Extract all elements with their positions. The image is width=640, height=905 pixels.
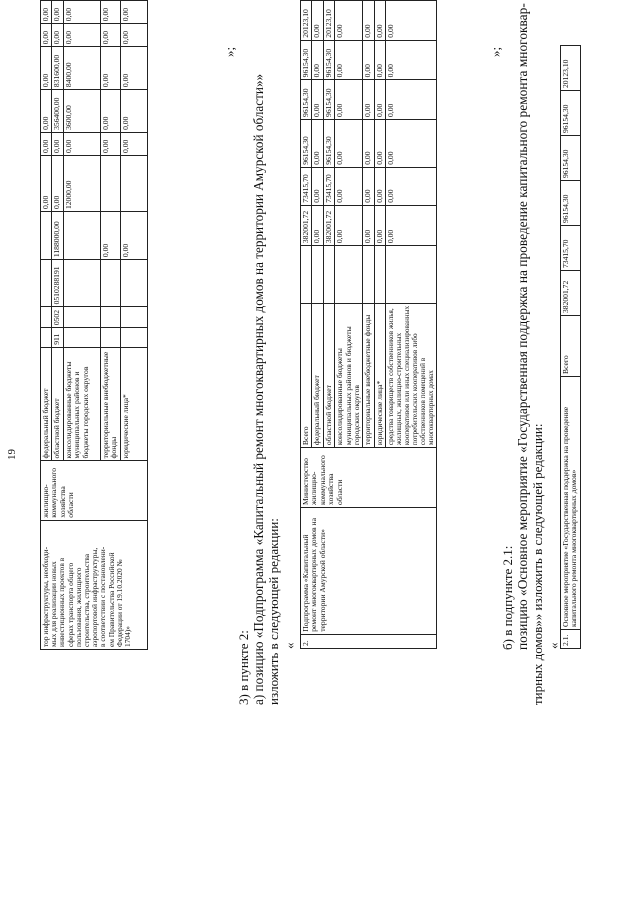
value-cell: 0,00 (120, 47, 147, 90)
desc-line: тор инфраструктуры, необходи- (41, 546, 50, 647)
value-cell: 0,00 (363, 1, 374, 41)
resp-line: коммунального (49, 467, 59, 518)
row-label: Всего (561, 316, 581, 377)
row-label: областной бюджет (52, 347, 63, 461)
value-cell: 0,00 (386, 167, 437, 205)
value-cell: 96154,30 (561, 136, 581, 181)
row-label: консолидированные бюджеты муниципальных районов и бюджеты городских округов (335, 303, 363, 448)
value-cell: 20123,10 (301, 1, 312, 41)
value-cell: 0,00 (363, 167, 374, 205)
opening-quote-2: « (546, 642, 561, 649)
value-cell: 3600,00 (63, 90, 100, 133)
value-cell: 382001,72 (301, 205, 312, 245)
value-cell: 0,00 (52, 1, 63, 24)
value-cell: 0,00 (312, 80, 323, 120)
closing-quote-2: »; (488, 46, 503, 57)
value-cell: 0,00 (100, 132, 120, 155)
desc-line: аэропортовой инфраструктуры, (90, 547, 100, 647)
value-cell: 0,00 (41, 24, 52, 47)
value-cell: 0,00 (120, 90, 147, 133)
value-cell: 0,00 (312, 205, 323, 245)
value-cell (100, 155, 120, 211)
value-cell: 73415,70 (561, 226, 581, 271)
value-cell: 0,00 (335, 167, 363, 205)
row-label: территориальные внебюджетные фонды (363, 303, 374, 448)
value-cell: 0,00 (374, 119, 385, 167)
row-label: федеральный бюджет (41, 347, 52, 461)
value-cell: 96154,30 (323, 40, 334, 80)
value-cell: 73415,70 (301, 167, 312, 205)
value-cell: 0,00 (41, 47, 52, 90)
value-cell: 0,00 (52, 24, 63, 47)
desc-line: ем Правительства Российской (106, 552, 116, 647)
value-cell: 96154,30 (561, 181, 581, 226)
value-cell: 0,00 (363, 205, 374, 245)
row-label: юридические лица* (374, 303, 385, 448)
value-cell: 0,00 (120, 132, 147, 155)
value-cell: 0,00 (41, 155, 52, 211)
table-continuation (40, 0, 148, 650)
value-cell: 382001,72 (323, 205, 334, 245)
row-number: 2. (301, 634, 437, 648)
main-activity-table (560, 45, 581, 649)
row-label: федеральный бюджет (312, 303, 323, 448)
row-number: 2.1. (561, 630, 581, 649)
code-cell: 0510288191 (52, 260, 63, 307)
desc-line: 1704)» (123, 626, 133, 647)
value-cell: 0,00 (100, 47, 120, 90)
value-cell: 356400,00 (52, 90, 63, 133)
value-cell: 0,00 (363, 40, 374, 80)
responsible-cell (41, 461, 148, 520)
value-cell: 0,00 (386, 1, 437, 41)
value-cell: 0,00 (374, 80, 385, 120)
value-cell: 0,00 (312, 119, 323, 167)
value-cell: 0,00 (63, 132, 100, 155)
resp-line: области (66, 492, 76, 518)
opening-quote: « (282, 642, 297, 649)
value-cell: 0,00 (374, 205, 385, 245)
value-cell: 0,00 (120, 24, 147, 47)
row-label: консолидированные бюджеты муниципальных районов и бюджеты городских округов (63, 347, 100, 461)
resp-line: жилищно- (41, 484, 50, 518)
code-cell: 911 (52, 328, 63, 348)
value-cell: 96154,30 (561, 91, 581, 136)
value-cell: 0,00 (363, 119, 374, 167)
value-cell: 96154,30 (301, 40, 312, 80)
desc-line: Федерации от 19.10.2020 № (114, 559, 124, 647)
value-cell: 0,00 (335, 205, 363, 245)
value-cell: 0,00 (386, 80, 437, 120)
row-label: территориальные внебюджетные фонды (100, 347, 120, 461)
main-activity-name: Основное мероприятие «Государственная поддержка на проведение капитального ремонта многоквартирных домов» (561, 377, 581, 630)
value-cell: 0,00 (100, 24, 120, 47)
desc-line: в соответствии с постановлени- (98, 546, 108, 647)
value-cell: 20123,10 (323, 1, 334, 41)
desc-line: строительства, строительства (82, 553, 92, 647)
value-cell: 73415,70 (323, 167, 334, 205)
value-cell: 831600,00 (52, 47, 63, 90)
page-number: 19 (6, 449, 18, 460)
value-cell: 0,00 (52, 155, 63, 211)
value-cell: 0,00 (312, 40, 323, 80)
value-cell: 96154,30 (301, 119, 312, 167)
value-cell: 0,00 (41, 132, 52, 155)
value-cell: 0,00 (312, 167, 323, 205)
desc-line: мых для реализации новых (49, 561, 59, 647)
desc-line: пользования, жилищного (73, 567, 83, 647)
row-label: юридические лица* (120, 347, 147, 461)
value-cell: 0,00 (374, 40, 385, 80)
value-cell: 0,00 (100, 90, 120, 133)
value-cell: 20123,10 (561, 46, 581, 91)
responsible-executor: Министерство жилищно-коммунального хозяйства области (301, 448, 437, 508)
value-cell: 0,00 (386, 40, 437, 80)
value-cell: 12000,00 (63, 155, 100, 211)
value-cell: 0,00 (363, 80, 374, 120)
row-label: Всего (301, 303, 312, 448)
value-cell: 96154,30 (323, 80, 334, 120)
value-cell: 96154,30 (323, 119, 334, 167)
value-cell (120, 155, 147, 211)
value-cell: 0,00 (335, 1, 363, 41)
value-cell: 96154,30 (301, 80, 312, 120)
row-label: областной бюджет (323, 303, 334, 448)
desc-line: инвестиционных проектов в (57, 557, 67, 647)
value-cell: 1188000,00 (52, 212, 63, 260)
value-cell: 0,00 (312, 1, 323, 41)
section-3-instruction: изложить в следующей редакции: (266, 518, 281, 705)
section-b-heading: б) в подпункте 2.1: (500, 545, 515, 650)
value-cell: 0,00 (386, 205, 437, 245)
value-cell: 0,00 (100, 212, 120, 260)
value-cell: 0,00 (63, 1, 100, 24)
value-cell: 8400,00 (63, 47, 100, 90)
closing-quote-1: »; (222, 46, 237, 57)
value-cell: 0,00 (41, 90, 52, 133)
value-cell: 0,00 (52, 132, 63, 155)
measure-description-cell (41, 520, 148, 649)
value-cell: 0,00 (374, 1, 385, 41)
value-cell: 0,00 (63, 24, 100, 47)
value-cell: 0,00 (100, 1, 120, 24)
value-cell: 0,00 (335, 40, 363, 80)
value-cell: 0,00 (120, 212, 147, 260)
code-cell: 0502 (52, 307, 63, 328)
value-cell: 0,00 (41, 1, 52, 24)
section-3-heading: 3) в пункте 2: (236, 630, 251, 705)
value-cell: 0,00 (120, 1, 147, 24)
section-3-position: а) позицию «Подпрограмма «Капитальный ремонт многоквартирных домов на территории Амурской области»» (251, 73, 266, 705)
desc-line: сферах транспорта общего (65, 562, 75, 647)
section-b-instruction: тирных домов»» изложить в следующей редакции: (530, 423, 545, 705)
row-label: средства товариществ собственников жилья, жилищных, жилищно-строительных кооперативов или иных специализированных потребительских кооперативов либо собственников помещений в многоквартирных домах (386, 303, 437, 448)
value-cell: 0,00 (374, 167, 385, 205)
value-cell: 0,00 (335, 80, 363, 120)
subprogram-table (300, 0, 437, 649)
resp-line: хозяйства (57, 486, 67, 518)
subprogram-name: Подпрограмма «Капитальный ремонт многоквартирных домов на территории Амурской области» (301, 507, 437, 634)
value-cell: 0,00 (335, 119, 363, 167)
section-b-position: позицию «Основное мероприятие «Государственная поддержка на проведение капитального ремонта многоквар- (515, 3, 530, 650)
value-cell (63, 212, 100, 260)
value-cell: 0,00 (386, 119, 437, 167)
value-cell: 382001,72 (561, 271, 581, 316)
